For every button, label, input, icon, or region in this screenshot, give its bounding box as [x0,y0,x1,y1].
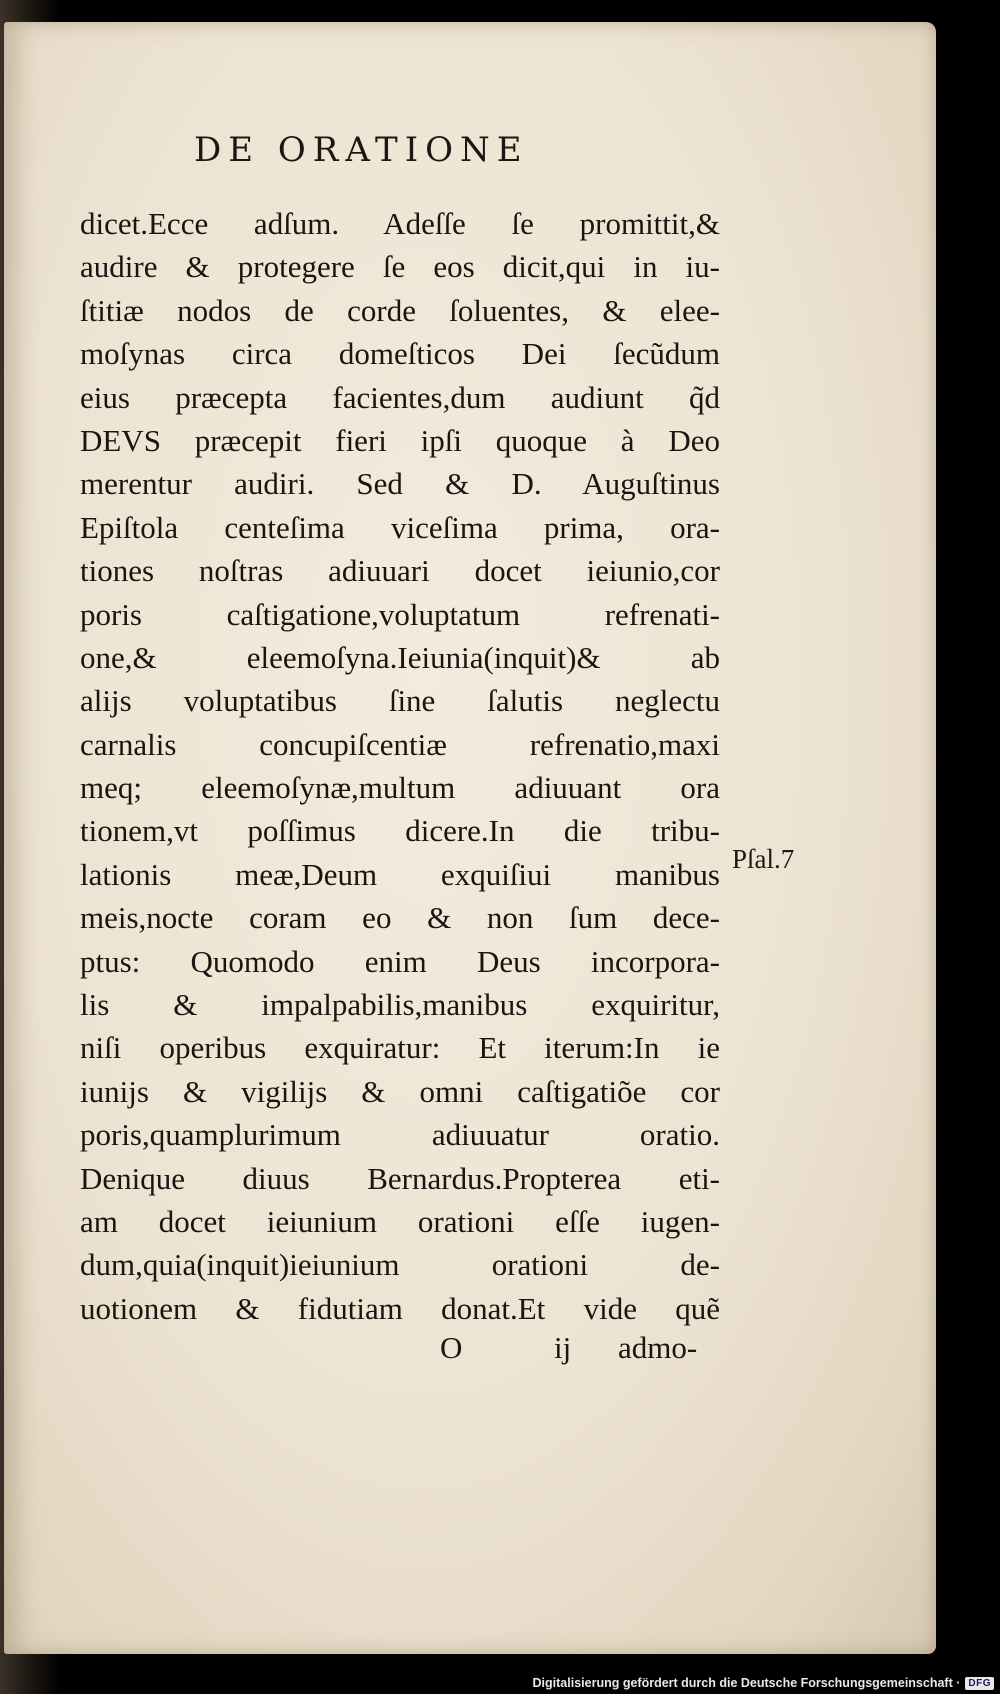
text-line: dicet.Ecce adſum. Adeſſe ſe promittit,& [80,206,720,241]
text-line: am docet ieiunium orationi eſſe iugen- [80,1203,720,1239]
text-line: lis & impalpabilis,manibus exquiritur, [80,987,720,1023]
text-line: ſtitiæ nodos de corde ſoluentes, & elee- [80,292,720,328]
text-line: audire & protegere ſe eos dicit,qui in iu- [80,249,720,285]
text-line: poris,quamplurimum adiuuatur oratio. [80,1117,720,1153]
text-line: dum,quia(inquit)ieiunium orationi de- [80,1247,720,1283]
text-line: uotionem & fidutiam donat.Et vide quẽ [80,1290,720,1326]
catchword: admo- [618,1330,698,1365]
body-text [80,202,720,1330]
text-line: moſynas circa domeſticos Dei ſecũdum [80,336,720,372]
text-line: iunijs & vigilijs & omni caſtigatiõe cor [80,1073,720,1109]
text-line: tionem,vt poſſimus dicere.In die tribu- [80,813,720,849]
text-line: meis,nocte coram eo & non ſum dece- [80,900,720,936]
credit-text: Digitalisierung gefördert durch die Deutsche Forschungsgemeinschaft · [532,1676,961,1690]
text-line: Epiſtola centeſima viceſima prima, ora- [80,509,720,545]
text-line: ptus: Quomodo enim Deus incorpora- [80,943,720,979]
dfg-logo-icon: DFG [965,1677,994,1690]
book-page [4,22,936,1654]
text-line: Denique diuus Bernardus.Propterea eti- [80,1160,720,1196]
text-line: merentur audiri. Sed & D. Auguſtinus [80,466,720,502]
text-line: poris caſtigatione,voluptatum refrenati- [80,596,720,632]
signature-numeral: ij [554,1330,572,1365]
text-line: lationis meæ,Deum exquiſiui manibus [80,856,720,892]
signature-letter: O [440,1330,463,1365]
text-line: tiones noſtras adiuuari docet ieiunio,cor [80,553,720,589]
running-header: DE ORATIONE [194,130,529,170]
text-line: alijs voluptatibus ſine ſalutis neglectu [80,683,720,719]
marginal-note: Pſal.7 [732,844,795,874]
text-line: one,& eleemoſyna.Ieiunia(inquit)& ab [80,639,720,675]
text-line: niſi operibus exquiratur: Et iterum:In ie [80,1030,720,1066]
text-line: DEVS præcepit fieri ipſi quoque à Deo [80,422,720,458]
digitization-credit [533,1676,994,1690]
text-line: meq; eleemoſynæ,multum adiuuant ora [80,770,720,806]
text-line: carnalis concupiſcentiæ refrenatio,maxi [80,726,720,762]
signature-line [440,1330,722,1370]
text-line: eius præcepta facientes,dum audiunt q̃d [80,379,720,415]
